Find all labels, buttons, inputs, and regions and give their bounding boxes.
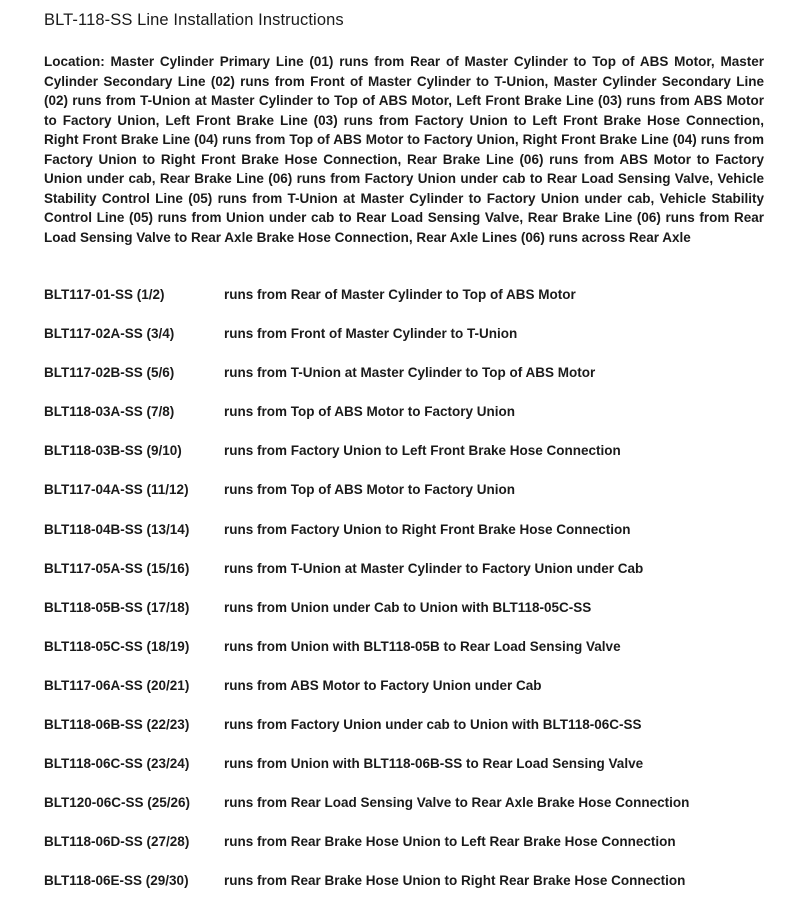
line-row <box>44 365 764 404</box>
line-part-number: BLT120-06C-SS (25/26) <box>44 795 191 811</box>
line-row <box>44 639 764 678</box>
line-row <box>44 561 764 600</box>
line-part-number: BLT117-05A-SS (15/16) <box>44 560 190 576</box>
line-part-number: BLT117-02A-SS (3/4) <box>44 326 175 342</box>
line-list <box>44 287 764 913</box>
line-part-number: BLT118-03B-SS (9/10) <box>44 443 182 459</box>
line-part-number: BLT117-01-SS (1/2) <box>44 287 165 302</box>
line-description: runs from Top of ABS Motor to Factory Union <box>224 404 515 420</box>
line-row <box>44 834 764 873</box>
line-description: runs from Union with BLT118-06B-SS to Rear Load Sensing Valve <box>224 756 644 772</box>
line-part-number: BLT118-05C-SS (18/19) <box>44 638 190 654</box>
line-description: runs from Rear of Master Cylinder to Top of ABS Motor <box>224 287 576 302</box>
line-part-number: BLT118-06E-SS (29/30) <box>44 873 189 889</box>
line-description: runs from Rear Brake Hose Union to Right Rear Brake Hose Connection <box>224 873 686 889</box>
line-part-number: BLT118-05B-SS (17/18) <box>44 599 190 615</box>
line-row <box>44 795 764 834</box>
line-description: runs from Top of ABS Motor to Factory Union <box>224 482 515 498</box>
line-description: runs from Factory Union to Left Front Brake Hose Connection <box>224 443 621 459</box>
line-description: runs from Factory Union under cab to Union with BLT118-06C-SS <box>224 717 642 733</box>
document-title: BLT-118-SS Line Installation Instructions <box>44 11 344 29</box>
line-row <box>44 443 764 482</box>
line-description: runs from T-Union at Master Cylinder to Factory Union under Cab <box>224 560 644 576</box>
line-part-number: BLT118-04B-SS (13/14) <box>44 521 190 537</box>
line-description: runs from Union under Cab to Union with BLT118-05C-SS <box>224 599 592 615</box>
line-description: runs from T-Union at Master Cylinder to Top of ABS Motor <box>224 365 596 381</box>
line-description: runs from Union with BLT118-05B to Rear Load Sensing Valve <box>224 638 621 654</box>
line-part-number: BLT117-06A-SS (20/21) <box>44 677 190 693</box>
line-part-number: BLT118-06C-SS (23/24) <box>44 756 190 772</box>
line-row <box>44 873 764 912</box>
line-row <box>44 522 764 561</box>
line-part-number: BLT117-04A-SS (11/12) <box>44 482 189 498</box>
line-description: runs from ABS Motor to Factory Union under Cab <box>224 677 542 693</box>
line-description: runs from Front of Master Cylinder to T-Union <box>224 326 518 342</box>
line-description: runs from Rear Brake Hose Union to Left Rear Brake Hose Connection <box>224 834 676 850</box>
line-row <box>44 326 764 365</box>
line-description: runs from Rear Load Sensing Valve to Rear Axle Brake Hose Connection <box>224 795 690 811</box>
line-part-number: BLT118-06D-SS (27/28) <box>44 834 190 850</box>
line-part-number: BLT118-03A-SS (7/8) <box>44 404 175 420</box>
line-row <box>44 404 764 443</box>
line-row <box>44 756 764 795</box>
line-row <box>44 600 764 639</box>
line-row <box>44 717 764 756</box>
line-row <box>44 287 764 326</box>
line-row <box>44 482 764 521</box>
line-part-number: BLT118-06B-SS (22/23) <box>44 717 190 733</box>
location-paragraph: Location: Master Cylinder Primary Line (01) runs from Rear of Master Cylinder to Top of ABS Motor, Master Cylinder Secondary Line (02) runs from Front of Master Cylinder to T-Union, Master Cylinder Secondary Line (02) runs from T-Union at Master Cylinder to Top of ABS Motor, Left Front Brake Line (03) runs from ABS Motor to Factory Union, Left Front Brake Line (03) runs from Factory Union to Left Front Brake Hose Connection, Right Front Brake Line (04) runs from Top of ABS Motor to Factory Union, Right Front Brake Line (04) runs from Factory Union to Right Front Brake Hose Connection, Rear Brake Line (06) runs from ABS Motor to Factory Union under cab, Rear Brake Line (06) runs from Factory Union under cab to Rear Load Sensing Valve, Vehicle Stability Control Line (05) runs from T-Union at Master Cylinder to Factory Union under cab, Vehicle Stability Control Line (05) runs from Union under cab to Rear Load Sensing Valve, Rear Brake Line (06) runs from Rear Load Sensing Valve to Rear Axle Brake Hose Connection, Rear Axle Lines (06) runs across Rear Axle <box>44 54 764 245</box>
line-description: runs from Factory Union to Right Front Brake Hose Connection <box>224 521 631 537</box>
line-part-number: BLT117-02B-SS (5/6) <box>44 365 175 381</box>
line-row <box>44 678 764 717</box>
